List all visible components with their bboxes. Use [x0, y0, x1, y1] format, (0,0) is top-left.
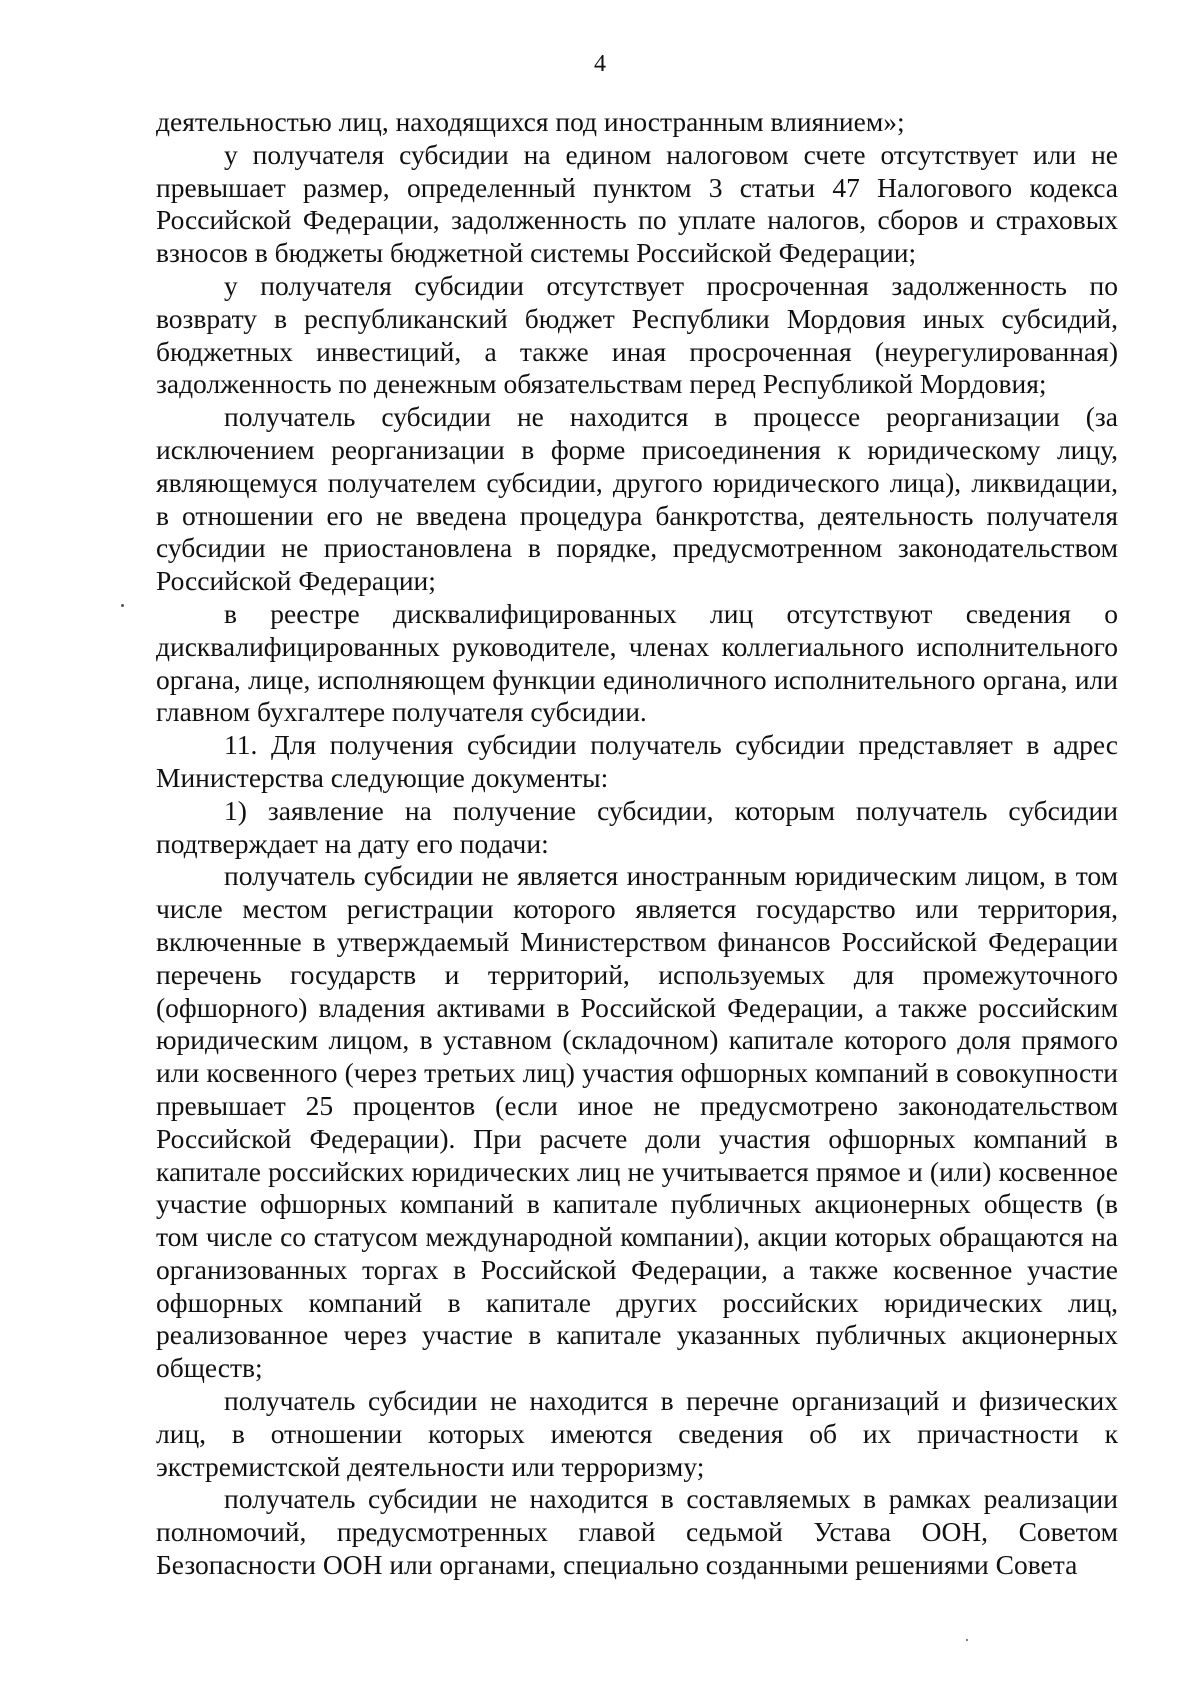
document-body: [156, 106, 1118, 1582]
paragraph-reorganization: получатель субсидии не находится в процессе реорганизации (за исключением реорганизации в форме присоединения к юридическому лицу, являющемуся получателем субсидии, другого юридического лица), ликвидации, в отношении его не введена процедура банкротства, деятельность получателя субсидии не приостановлена в порядке, предусмотренном законодательством Российской Федерации;: [156, 401, 1118, 597]
paragraph-item-11: 11. Для получения субсидии получатель субсидии представляет в адрес Министерства следующие документы:: [156, 729, 1118, 793]
paragraph-continuation: деятельностью лиц, находящихся под иностранным влиянием»;: [156, 106, 905, 137]
paragraph-extremism-list: получатель субсидии не находится в перечне организаций и физических лиц, в отношении которых имеются сведения об их причастности к экстремистской деятельности или терроризму;: [156, 1385, 1118, 1482]
paragraph-tax-debt: у получателя субсидии на едином налоговом счете отсутствует или не превышает размер, определенный пунктом 3 статьи 47 Налогового кодекса Российской Федерации, задолженность по уплате налогов, сборов и страховых взносов в бюджеты бюджетной системы Российской Федерации;: [156, 138, 1118, 269]
paragraph-overdue-debt: у получателя субсидии отсутствует просроченная задолженность по возврату в республиканский бюджет Республики Мордовия иных субсидий, бюджетных инвестиций, а также иная просроченная (неурегулированная) задолженность по денежным обязательствам перед Республикой Мордовия;: [156, 269, 1118, 400]
page-number: 4: [594, 51, 606, 77]
paragraph-disqualified-registry: в реестре дисквалифицированных лиц отсутствуют сведения о дисквалифицированных руководителе, членах коллегиального исполнительного органа, лице, исполняющем функции единоличного исполнительного органа, или главном бухгалтере получателя субсидии.: [156, 597, 1118, 728]
paragraph-foreign-entity: получатель субсидии не является иностранным юридическим лицом, в том числе местом регистрации которого является государство или территория, включенные в утверждаемый Министерством финансов Российской Федерации перечень государств и территорий, используемых для промежуточного (офшорного) владения активами в Российской Федерации, а также российским юридическим лицом, в уставном (складочном) капитале которого доля прямого или косвенного (через третьих лиц) участия офшорных компаний в совокупности превышает 25 процентов (если иное не предусмотрено законодательством Российской Федерации). При расчете доли участия офшорных компаний в капитале российских юридических лиц не учитывается прямое и (или) косвенное участие офшорных компаний в капитале публичных акционерных обществ (в том числе со статусом международной компании), акции которых обращаются на организованных торгах в Российской Федерации, а также косвенное участие офшорных компаний в капитале других российских юридических лиц, реализованное через участие в капитале указанных публичных акционерных обществ;: [156, 860, 1118, 1384]
scan-artifact-dot: [121, 604, 124, 607]
paragraph-un-security-council: получатель субсидии не находится в составляемых в рамках реализации полномочий, предусмотренных главой седьмой Устава ООН, Советом Безопасности ООН или органами, специально созданными решениями Совета: [156, 1483, 1118, 1581]
paragraph-item-1-application: 1) заявление на получение субсидии, которым получатель субсидии подтверждает на дату его подачи:: [156, 794, 1118, 859]
scan-artifact-dot: [966, 1639, 968, 1641]
